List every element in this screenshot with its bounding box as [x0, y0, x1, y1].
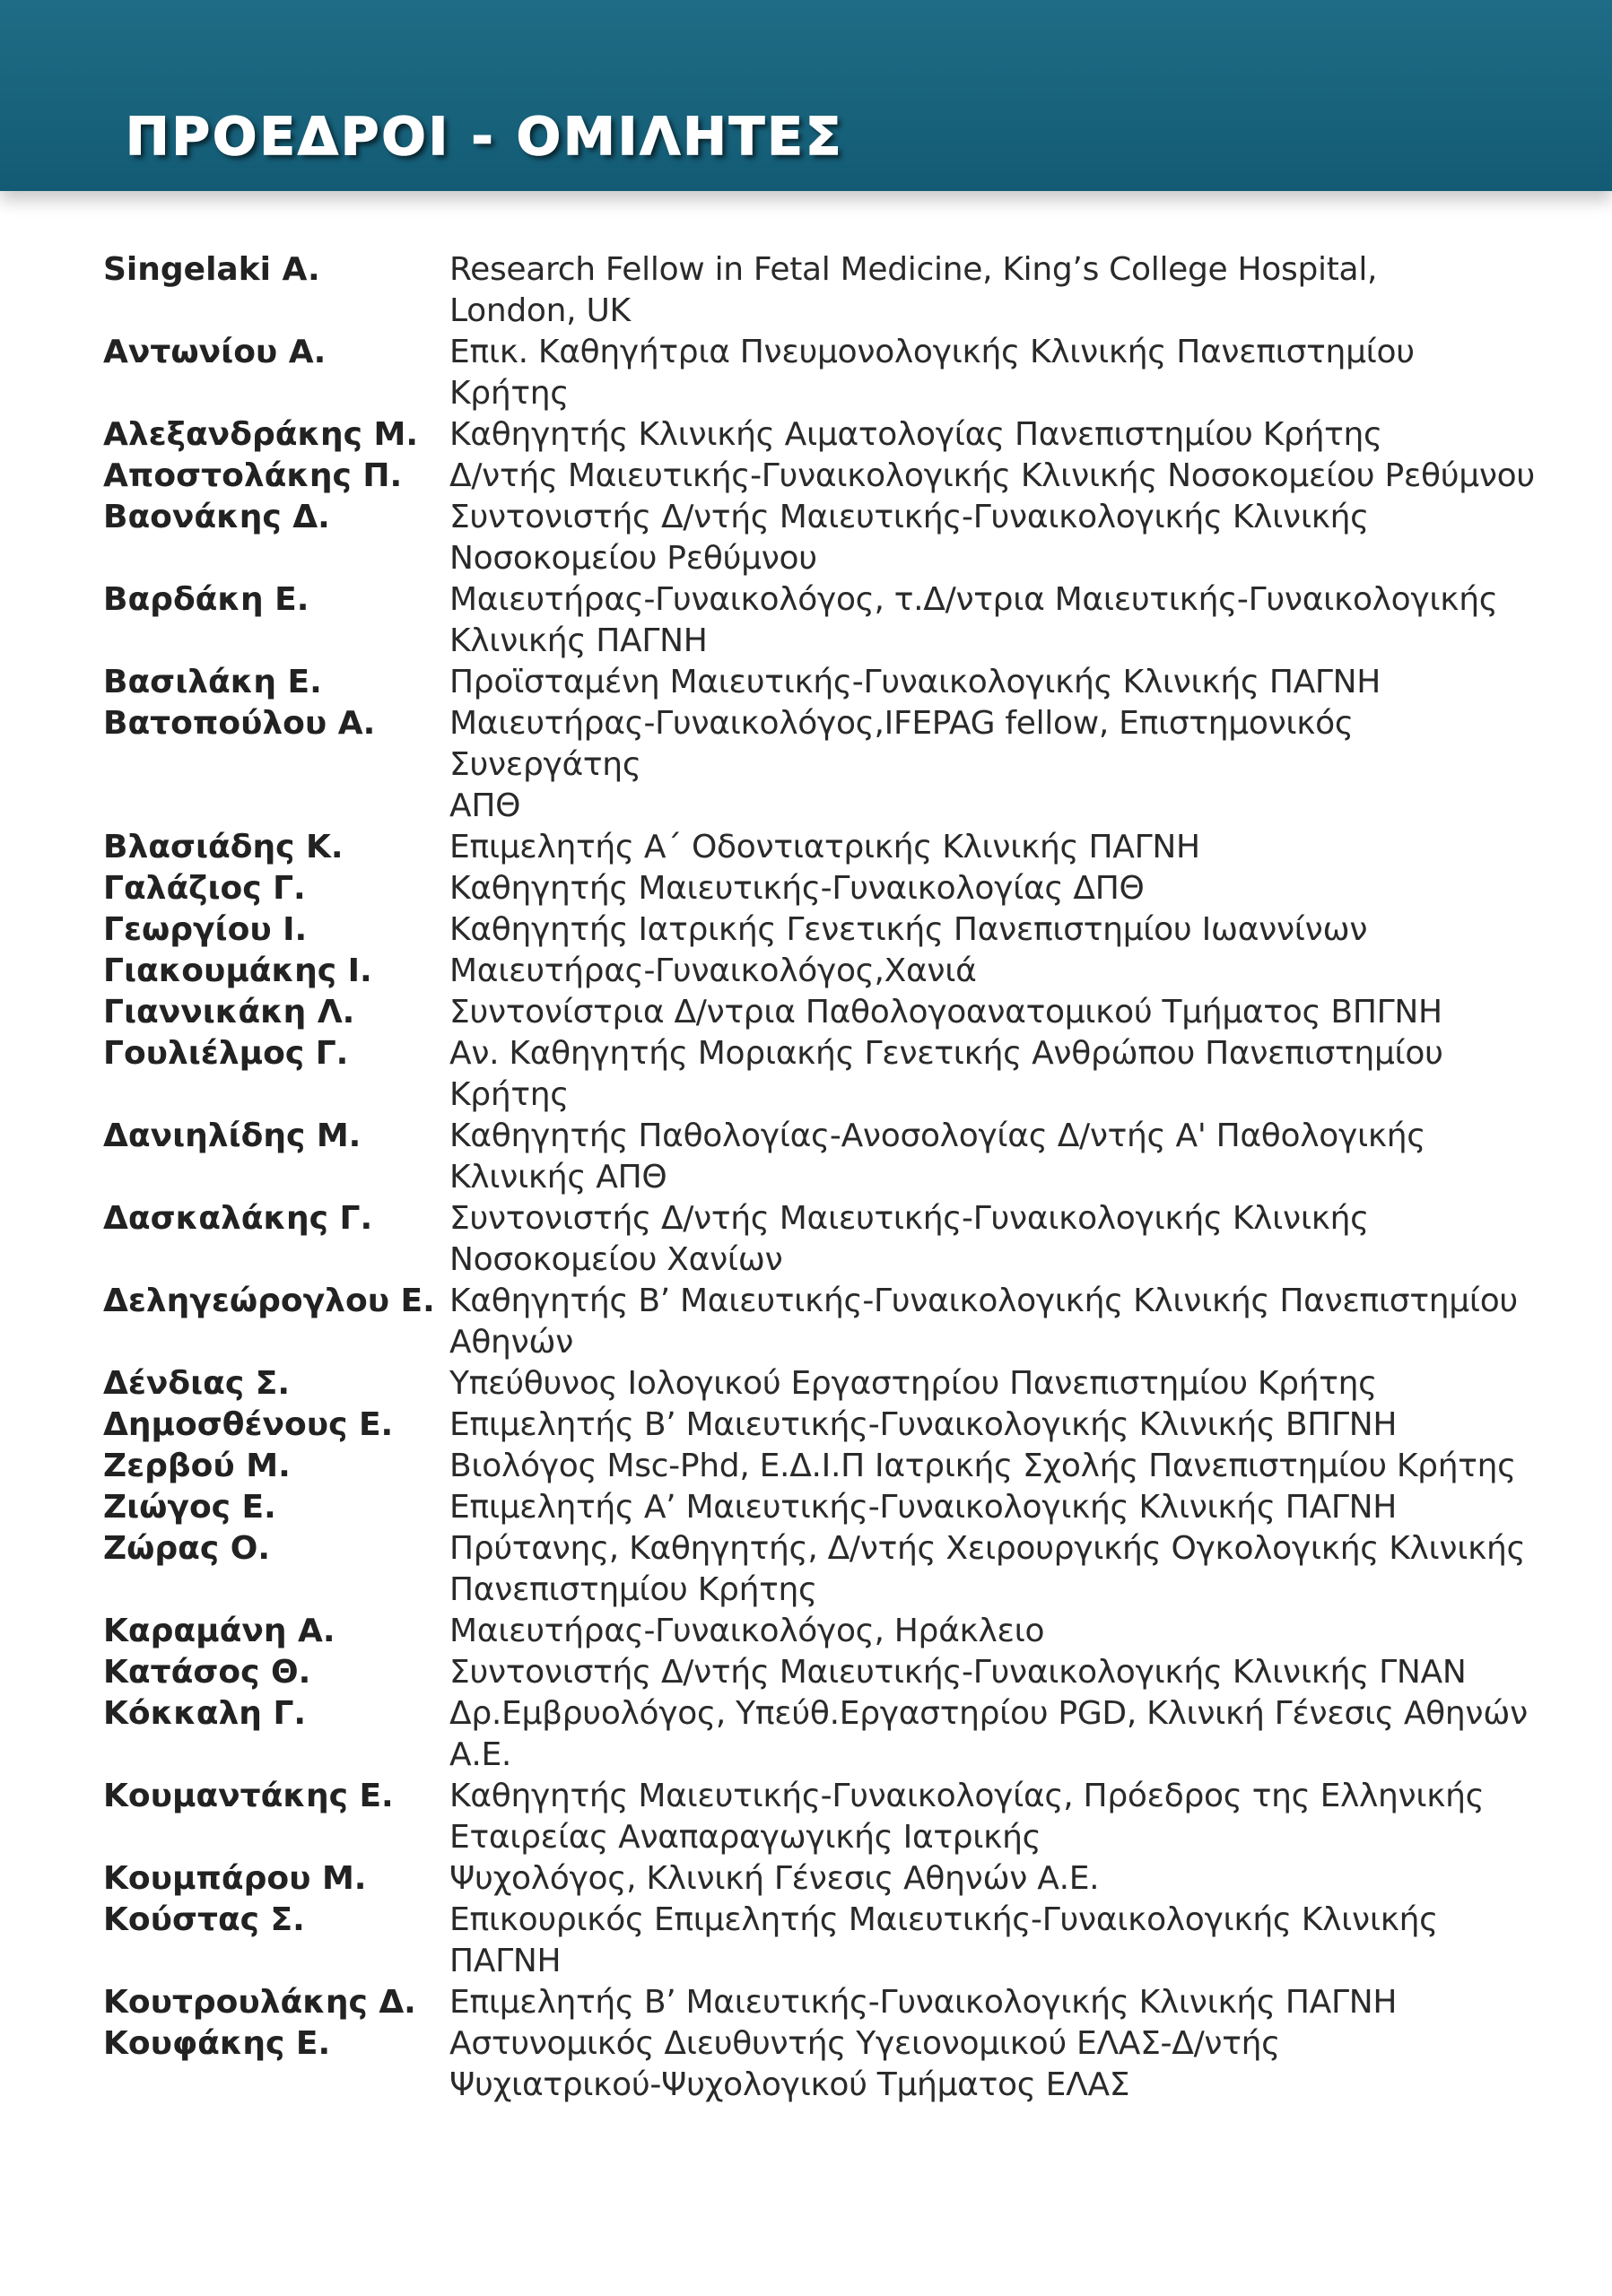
- speaker-role-line: Καθηγητής Β’ Μαιευτικής-Γυναικολογικής Κλινικής Πανεπιστημίου: [449, 1283, 1518, 1319]
- speaker-name: Δένδιας Σ.: [103, 1365, 291, 1402]
- speaker-role: [449, 909, 1538, 951]
- speaker-row: [103, 909, 1538, 951]
- speaker-role: [449, 1652, 1538, 1693]
- speaker-role-line: Μαιευτήρας-Γυναικολόγος, τ.Δ/ντρια Μαιευτικής-Γυναικολογικής: [449, 581, 1498, 618]
- speaker-role: [449, 951, 1538, 992]
- speaker-role: [449, 1116, 1538, 1198]
- speaker-row: [103, 249, 1538, 332]
- speaker-role: [449, 249, 1538, 332]
- speaker-role: [449, 703, 1538, 827]
- page-title: ΠΡΟΕΔΡΟΙ - ΟΜΙΛΗΤΕΣ: [126, 106, 844, 167]
- header-banner: [0, 0, 1612, 191]
- speaker-role-line: Συντονιστής Δ/ντής Μαιευτικής-Γυναικολογικής Κλινικής: [449, 1200, 1369, 1237]
- speaker-role-line: London, UK: [449, 292, 631, 329]
- speaker-role-line: Κρήτης: [449, 375, 570, 412]
- speaker-role-line: Αν. Καθηγητής Μοριακής Γενετικής Ανθρώπου Πανεπιστημίου: [449, 1035, 1443, 1072]
- speaker-role-line: Αθηνών: [449, 1324, 574, 1361]
- speaker-row: [103, 1281, 1538, 1363]
- speaker-row: [103, 1405, 1538, 1446]
- speaker-row: [103, 1611, 1538, 1652]
- speaker-role: [449, 1363, 1538, 1405]
- speaker-row: [103, 579, 1538, 662]
- speaker-role-line: Μαιευτήρας-Γυναικολόγος,IFEPAG fellow, Επιστημονικός Συνεργάτης: [449, 705, 1354, 783]
- speaker-name: Βατοπούλου Α.: [103, 705, 376, 742]
- speaker-role: [449, 827, 1538, 868]
- speaker-row: [103, 1033, 1538, 1116]
- speaker-name: Δεληγεώρογλου Ε.: [103, 1283, 435, 1319]
- speaker-row: [103, 1982, 1538, 2023]
- speaker-name: Αλεξανδράκης Μ.: [103, 416, 419, 453]
- speaker-name: Δημοσθένους Ε.: [103, 1406, 394, 1443]
- speaker-role-line: Μαιευτήρας-Γυναικολόγος,Χανιά: [449, 952, 977, 989]
- speaker-row: [103, 1652, 1538, 1693]
- speaker-role: [449, 1198, 1538, 1281]
- speaker-row: [103, 1776, 1538, 1858]
- speaker-row: [103, 868, 1538, 909]
- speaker-name: Γαλάζιος Γ.: [103, 870, 306, 907]
- speakers-list: [103, 249, 1538, 2106]
- speaker-role-line: Κλινικής ΠΑΓΝΗ: [449, 622, 708, 659]
- speaker-role: [449, 1900, 1538, 1982]
- speaker-role: [449, 579, 1538, 662]
- speaker-row: [103, 1528, 1538, 1611]
- speaker-name: Κουφάκης Ε.: [103, 2025, 331, 2062]
- speaker-role: [449, 2023, 1538, 2106]
- speaker-row: [103, 1858, 1538, 1900]
- speaker-role-line: Συντονίστρια Δ/ντρια Παθολογοανατομικού Τμήματος ΒΠΓΝΗ: [449, 994, 1442, 1031]
- speaker-role-line: Καθηγητής Μαιευτικής-Γυναικολογίας, Πρόεδρος της Ελληνικής: [449, 1778, 1485, 1814]
- speaker-row: [103, 1487, 1538, 1528]
- speaker-name: Κουμπάρου Μ.: [103, 1860, 367, 1897]
- speaker-role-line: Προϊσταμένη Μαιευτικής-Γυναικολογικής Κλινικής ΠΑΓΝΗ: [449, 664, 1381, 700]
- speaker-role-line: Καθηγητής Μαιευτικής-Γυναικολογίας ΔΠΘ: [449, 870, 1145, 907]
- speaker-role-line: Επιμελητής Β’ Μαιευτικής-Γυναικολογικής Κλινικής ΒΠΓΝΗ: [449, 1406, 1398, 1443]
- speaker-name: Γιαννικάκη Λ.: [103, 994, 355, 1031]
- speaker-role-line: Βιολόγος Msc-Phd, Ε.Δ.Ι.Π Ιατρικής Σχολής Πανεπιστημίου Κρήτης: [449, 1448, 1516, 1484]
- speaker-name: Singelaki A.: [103, 251, 320, 288]
- speaker-name: Κούστας Σ.: [103, 1901, 305, 1938]
- speaker-name: Βαρδάκη Ε.: [103, 581, 309, 618]
- speaker-role: [449, 456, 1538, 497]
- speaker-role: [449, 1776, 1538, 1858]
- speaker-role-line: Δ/ντής Μαιευτικής-Γυναικολογικής Κλινικής Νοσοκομείου Ρεθύμνου: [449, 457, 1535, 494]
- speaker-role-line: Research Fellow in Fetal Medicine, King’s College Hospital,: [449, 251, 1378, 288]
- speaker-name: Γιακουμάκης Ι.: [103, 952, 372, 989]
- speaker-name: Δανιηλίδης Μ.: [103, 1118, 362, 1154]
- speaker-name: Ζερβού Μ.: [103, 1448, 291, 1484]
- speaker-row: [103, 414, 1538, 456]
- speaker-role-line: Επιμελητής Β’ Μαιευτικής-Γυναικολογικής Κλινικής ΠΑΓΝΗ: [449, 1984, 1398, 2021]
- speaker-role-line: Νοσοκομείου Ρεθύμνου: [449, 540, 817, 577]
- speaker-name: Κατάσος Θ.: [103, 1654, 311, 1691]
- speaker-row: [103, 703, 1538, 827]
- speaker-role-line: Ψυχολόγος, Κλινική Γένεσις Αθηνών Α.Ε.: [449, 1860, 1100, 1897]
- speaker-row: [103, 662, 1538, 703]
- speaker-name: Κουτρουλάκης Δ.: [103, 1984, 416, 2021]
- speaker-name: Αντωνίου Α.: [103, 334, 327, 370]
- speaker-role: [449, 1693, 1538, 1776]
- speaker-role: [449, 662, 1538, 703]
- speaker-role-line: Επιμελητής Α΄ Οδοντιατρικής Κλινικής ΠΑΓΝΗ: [449, 829, 1200, 865]
- speaker-role: [449, 992, 1538, 1033]
- speaker-row: [103, 992, 1538, 1033]
- speaker-role-line: Επικουρικός Επιμελητής Μαιευτικής-Γυναικολογικής Κλινικής: [449, 1901, 1438, 1938]
- speaker-role-line: ΠΑΓΝΗ: [449, 1943, 562, 1979]
- speaker-role: [449, 1281, 1538, 1363]
- speaker-role: [449, 1405, 1538, 1446]
- speaker-role-line: Κλινικής ΑΠΘ: [449, 1159, 667, 1196]
- speaker-name: Αποστολάκης Π.: [103, 457, 403, 494]
- speaker-row: [103, 1198, 1538, 1281]
- speaker-row: [103, 1446, 1538, 1487]
- speaker-role-line: Συντονιστής Δ/ντής Μαιευτικής-Γυναικολογικής Κλινικής: [449, 499, 1369, 535]
- speaker-role: [449, 1487, 1538, 1528]
- speaker-row: [103, 1900, 1538, 1982]
- speaker-role-line: Νοσοκομείου Χανίων: [449, 1241, 783, 1278]
- speaker-name: Βασιλάκη Ε.: [103, 664, 322, 700]
- speaker-row: [103, 1693, 1538, 1776]
- speaker-name: Ζώρας Ο.: [103, 1530, 271, 1567]
- speaker-name: Κόκκαλη Γ.: [103, 1695, 307, 1732]
- speaker-role: [449, 868, 1538, 909]
- speaker-role-line: Α.Ε.: [449, 1736, 512, 1773]
- speaker-row: [103, 827, 1538, 868]
- speaker-role-line: Επιμελητής Α’ Μαιευτικής-Γυναικολογικής Κλινικής ΠΑΓΝΗ: [449, 1489, 1398, 1526]
- speaker-name: Κουμαντάκης Ε.: [103, 1778, 394, 1814]
- speaker-role-line: Δρ.Εμβρυολόγος, Υπεύθ.Εργαστηρίου PGD, Κλινική Γένεσις Αθηνών: [449, 1695, 1528, 1732]
- speaker-row: [103, 456, 1538, 497]
- speaker-row: [103, 497, 1538, 579]
- speaker-name: Βαονάκης Δ.: [103, 499, 330, 535]
- speaker-row: [103, 1363, 1538, 1405]
- speaker-role-line: Μαιευτήρας-Γυναικολόγος, Ηράκλειο: [449, 1613, 1045, 1649]
- speaker-row: [103, 332, 1538, 414]
- speaker-role-line: Πανεπιστημίου Κρήτης: [449, 1571, 817, 1608]
- speaker-role-line: Καθηγητής Ιατρικής Γενετικής Πανεπιστημίου Ιωαννίνων: [449, 911, 1368, 948]
- speaker-role-line: Καθηγητής Κλινικής Αιματολογίας Πανεπιστημίου Κρήτης: [449, 416, 1382, 453]
- speaker-row: [103, 1116, 1538, 1198]
- speaker-name: Βλασιάδης Κ.: [103, 829, 344, 865]
- speaker-role-line: Ψυχιατρικού-Ψυχολογικού Τμήματος ΕΛΑΣ: [449, 2066, 1130, 2103]
- speaker-role: [449, 332, 1538, 414]
- speaker-row: [103, 951, 1538, 992]
- speaker-role: [449, 1033, 1538, 1116]
- speaker-role: [449, 1528, 1538, 1611]
- speaker-role-line: Πρύτανης, Καθηγητής, Δ/ντής Χειρουργικής Ογκολογικής Κλινικής: [449, 1530, 1526, 1567]
- speaker-role-line: Καθηγητής Παθολογίας-Ανοσολογίας Δ/ντής Α' Παθολογικής: [449, 1118, 1426, 1154]
- speaker-role-line: Εταιρείας Αναπαραγωγικής Ιατρικής: [449, 1819, 1041, 1856]
- speaker-row: [103, 2023, 1538, 2106]
- speaker-role-line: Αστυνομικός Διευθυντής Υγειονομικού ΕΛΑΣ-Δ/ντής: [449, 2025, 1280, 2062]
- speaker-role: [449, 1982, 1538, 2023]
- speaker-role: [449, 1611, 1538, 1652]
- speaker-name: Γουλιέλμος Γ.: [103, 1035, 349, 1072]
- speaker-role-line: Υπεύθυνος Ιολογικού Εργαστηρίου Πανεπιστημίου Κρήτης: [449, 1365, 1377, 1402]
- speaker-name: Γεωργίου Ι.: [103, 911, 308, 948]
- speaker-role: [449, 1858, 1538, 1900]
- speaker-role: [449, 497, 1538, 579]
- speaker-name: Δασκαλάκης Γ.: [103, 1200, 373, 1237]
- speaker-role: [449, 1446, 1538, 1487]
- speaker-role-line: Επικ. Καθηγήτρια Πνευμονολογικής Κλινικής Πανεπιστημίου: [449, 334, 1415, 370]
- speaker-role-line: Συντονιστής Δ/ντής Μαιευτικής-Γυναικολογικής Κλινικής ΓΝΑΝ: [449, 1654, 1467, 1691]
- speaker-role-line: Κρήτης: [449, 1076, 570, 1113]
- speaker-role-line: ΑΠΘ: [449, 787, 521, 824]
- speaker-name: Καραμάνη Α.: [103, 1613, 335, 1649]
- speaker-role: [449, 414, 1538, 456]
- speaker-name: Ζιώγος Ε.: [103, 1489, 276, 1526]
